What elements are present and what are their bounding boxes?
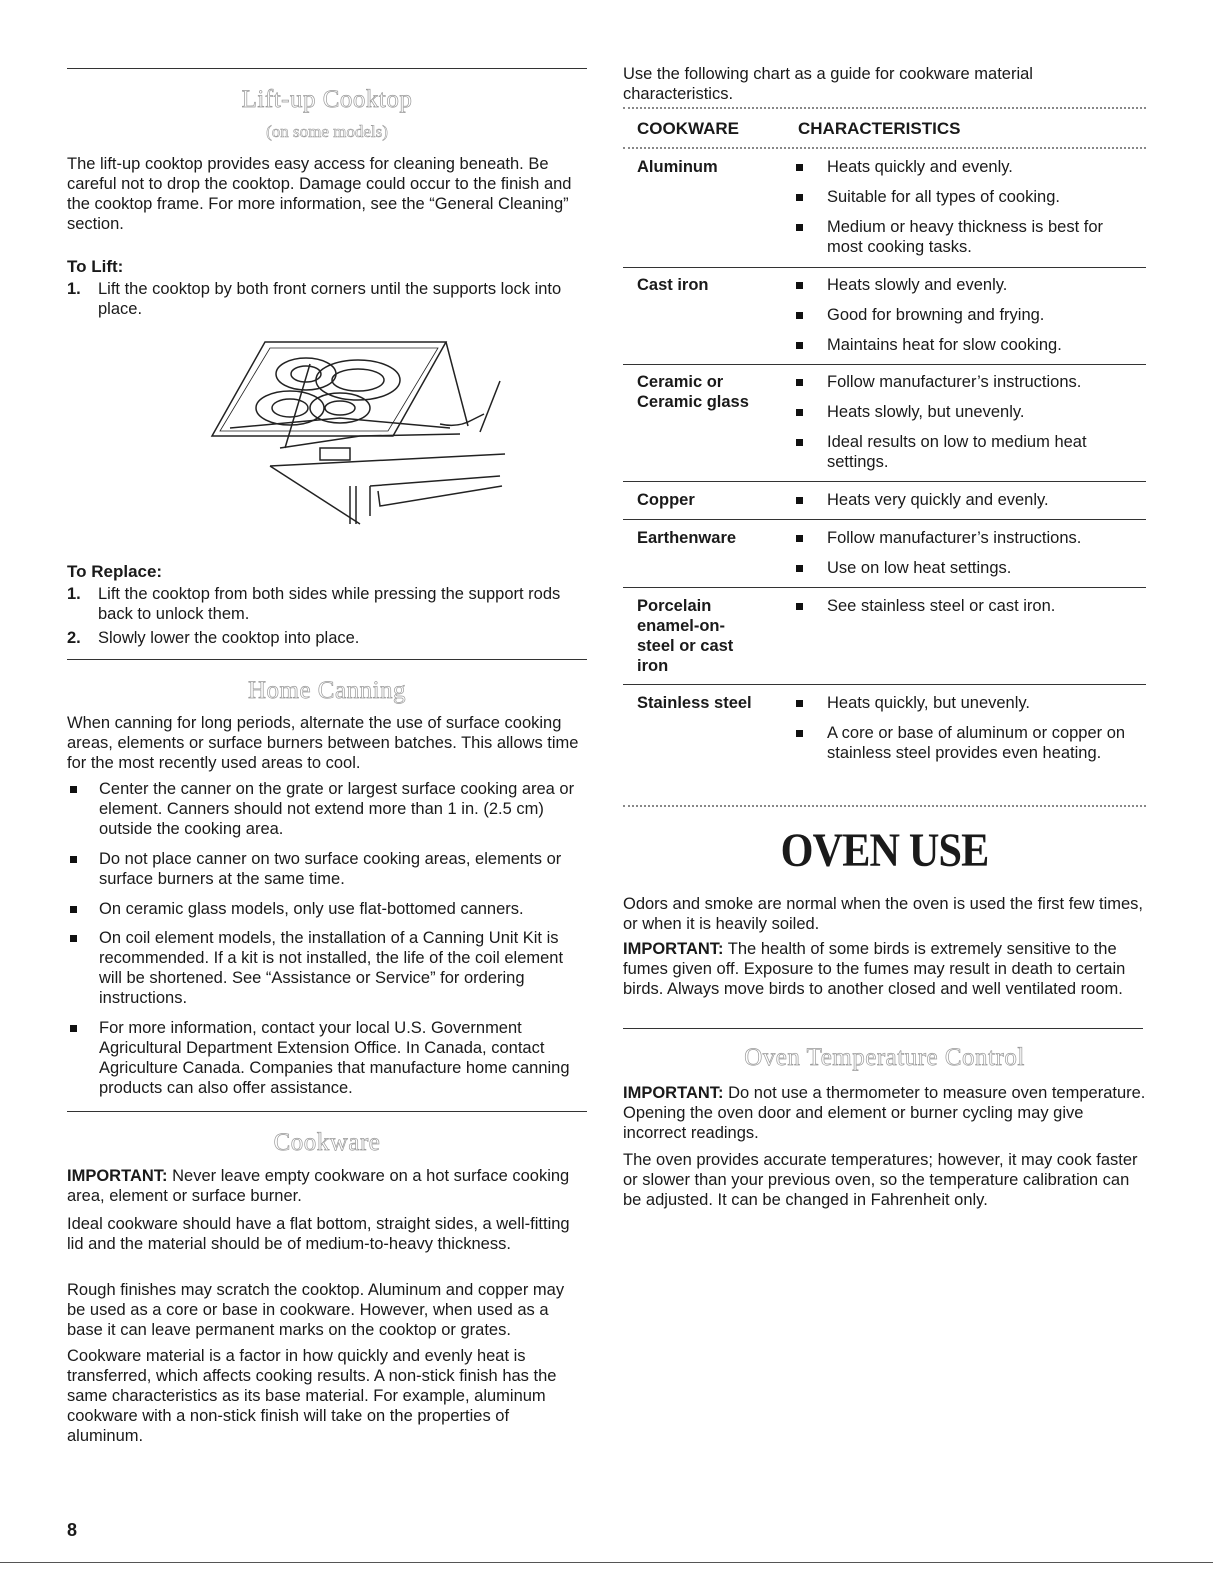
oven-use-title: OVEN USE xyxy=(780,824,989,877)
characteristic-text: See stainless steel or cast iron. xyxy=(827,597,1056,615)
characteristic-text: Maintains heat for slow cooking. xyxy=(827,336,1062,354)
material-name: Stainless steel xyxy=(637,694,752,712)
burner-front-right-inner xyxy=(325,401,355,415)
temp-control-title: Oven Temperature Control xyxy=(744,1044,1025,1071)
bullet-marker xyxy=(796,312,803,319)
range-side-left xyxy=(270,466,360,524)
bullet-marker xyxy=(796,700,803,707)
characteristic-text: Heats very quickly and evenly. xyxy=(827,491,1049,509)
row-divider xyxy=(623,267,1146,268)
bullet-text: Do not place canner on two surface cooking areas, elements or surface burners at the same time. xyxy=(99,850,562,888)
bullet-text: On ceramic glass models, only use flat-bottomed canners. xyxy=(99,900,524,918)
bullet-marker xyxy=(796,535,803,542)
table-row xyxy=(623,372,1146,482)
step-number: 1. xyxy=(67,585,81,603)
hand-outline xyxy=(440,414,484,425)
cookware-paragraph: Ideal cookware should have a flat bottom, straight sides, a well-fitting lid and the material should be of medium-to-heavy thickness. xyxy=(67,1215,570,1253)
row-divider xyxy=(623,587,1146,588)
bullet-text: For more information, contact your local U.S. Government Agricultural Department Extension Office. In Canada, contact Agriculture Canada. Companies that manufacture home canning products can also offer assistance. xyxy=(99,1019,570,1097)
inner-part xyxy=(320,448,350,460)
table-row xyxy=(623,275,1146,365)
column-header-cookware: COOKWARE xyxy=(637,119,739,138)
burner-back-left xyxy=(276,358,336,390)
bullet-text: On coil element models, the installation of a Canning Unit Kit is recommended. If a kit is not installed, the life of the coil element will be shortened. See “Assistance or Service” for ordering instructions. xyxy=(99,929,564,1007)
material-name: Earthenware xyxy=(637,529,737,547)
important-text: The health of some birds is extremely sensitive to the fumes given off. Exposure to the fumes may result in death to certain birds. Always move birds to another closed and well ventilated room. xyxy=(623,940,1126,998)
row-divider xyxy=(623,684,1146,685)
bullet-marker xyxy=(70,856,77,863)
bullet-marker xyxy=(796,194,803,201)
chart-intro: Use the following chart as a guide for cookware material characteristics. xyxy=(623,65,1033,103)
bullet-marker xyxy=(796,603,803,610)
characteristic-text: Good for browning and frying. xyxy=(827,306,1045,324)
table-row xyxy=(623,596,1146,682)
characteristic-text: Ideal results on low to medium heat settings. xyxy=(827,433,1087,471)
page-number: 8 xyxy=(67,1520,78,1540)
bullet-marker xyxy=(796,565,803,572)
characteristic-text: Follow manufacturer’s instructions. xyxy=(827,529,1082,547)
liftup-subtitle: (on some models) xyxy=(266,122,388,141)
cookware-paragraph: Rough finishes may scratch the cooktop. Aluminum and copper may be used as a core or base in cookware. However, when used as a base it can leave permanent marks on the cooktop or grates. xyxy=(67,1281,565,1339)
row-divider xyxy=(623,481,1146,482)
characteristic-text: Follow manufacturer’s instructions. xyxy=(827,373,1082,391)
replace-step xyxy=(67,584,587,628)
step-text: Lift the cooktop by both front corners until the supports lock into place. xyxy=(98,280,562,318)
bullet-marker xyxy=(796,409,803,416)
temp-important xyxy=(623,1083,1146,1143)
characteristic-text: Heats slowly, but unevenly. xyxy=(827,403,1025,421)
column-header-characteristics: CHARACTERISTICS xyxy=(798,119,961,138)
bullet-marker xyxy=(796,342,803,349)
bullet-marker xyxy=(70,935,77,942)
oven-intro: Odors and smoke are normal when the oven is used the first few times, or when it is heavily soiled. xyxy=(623,895,1143,933)
step-text: Slowly lower the cooktop into place. xyxy=(98,629,360,647)
characteristic-text: Suitable for all types of cooking. xyxy=(827,188,1060,206)
section-divider xyxy=(67,68,587,69)
important-text: Never leave empty cookware on a hot surface cooking area, element or surface burner. xyxy=(67,1167,570,1205)
important-label: IMPORTANT: xyxy=(623,940,724,958)
characteristic-text: Heats quickly, but unevenly. xyxy=(827,694,1030,712)
section-divider xyxy=(623,1028,1143,1029)
step-number: 1. xyxy=(67,280,81,298)
important-text: Do not use a thermometer to measure oven temperature. Opening the oven door and element or burner cycling may give incorrect readings. xyxy=(623,1084,1146,1142)
cookware-title: Cookware xyxy=(273,1129,381,1156)
oven-door-handle xyxy=(370,476,502,516)
temp-paragraph: The oven provides accurate temperatures; however, it may cook faster or slower than your previous oven, so the temperature calibration can be adjusted. It can be changed in Fahrenheit only. xyxy=(623,1151,1138,1209)
material-name: Aluminum xyxy=(637,158,718,176)
page-bottom-rule xyxy=(0,1562,1213,1563)
characteristic-text: Use on low heat settings. xyxy=(827,559,1012,577)
cooktop-illustration xyxy=(210,336,520,528)
canning-title: Home Canning xyxy=(247,677,407,704)
table-row xyxy=(623,693,1146,783)
liftup-title: Lift-up Cooktop xyxy=(241,86,413,113)
canning-intro: When canning for long periods, alternate the use of surface cooking areas, elements or surface burners between batches. This allows time for the most recently used areas to cool. xyxy=(67,714,579,772)
bullet-marker xyxy=(796,730,803,737)
bullet-text: Center the canner on the grate or largest surface cooking area or element. Canners should not extend more than 1 in. (2.5 cm) outside the cooking area. xyxy=(99,780,575,838)
section-divider xyxy=(67,659,587,660)
table-top-rule xyxy=(623,107,1146,109)
characteristic-text: Heats slowly and evenly. xyxy=(827,276,1008,294)
characteristic-text: Medium or heavy thickness is best for most cooking tasks. xyxy=(827,218,1104,256)
table-header-rule xyxy=(623,147,1146,149)
table-bottom-rule xyxy=(623,805,1146,807)
lift-step xyxy=(67,279,587,323)
bullet-marker xyxy=(796,439,803,446)
step-text: Lift the cooktop from both sides while pressing the support rods back to unlock them. xyxy=(98,585,561,623)
burner-back-right-inner xyxy=(332,369,384,391)
cooktop-front-edge xyxy=(270,454,505,466)
characteristic-text: A core or base of aluminum or copper on stainless steel provides even heating. xyxy=(827,724,1126,762)
bullet-marker xyxy=(796,224,803,231)
oven-important xyxy=(623,939,1146,999)
bullet-marker xyxy=(796,497,803,504)
table-row xyxy=(623,528,1146,586)
liftup-intro: The lift-up cooktop provides easy access for cleaning beneath. Be careful not to drop the cooktop. Damage could occur to the finish and the cooktop frame. For more information, see the “General Cleaning” section. xyxy=(67,155,572,233)
bullet-marker xyxy=(70,1025,77,1032)
support-rod-far xyxy=(480,381,500,432)
bullet-marker xyxy=(796,164,803,171)
support-rod-right xyxy=(446,342,468,426)
step-number: 2. xyxy=(67,629,81,647)
bullet-marker xyxy=(70,786,77,793)
bullet-marker xyxy=(796,282,803,289)
cookware-important xyxy=(67,1166,587,1206)
bullet-marker xyxy=(796,379,803,386)
row-divider xyxy=(623,519,1146,520)
characteristic-text: Heats quickly and evenly. xyxy=(827,158,1013,176)
bullet-marker xyxy=(70,906,77,913)
to-replace-heading: To Replace: xyxy=(67,562,163,581)
important-label: IMPORTANT: xyxy=(67,1167,168,1185)
row-divider xyxy=(623,364,1146,365)
table-row xyxy=(623,157,1146,267)
material-name: Porcelain enamel-on-steel or cast iron xyxy=(637,597,734,675)
table-row xyxy=(623,490,1146,518)
burner-front-left-inner xyxy=(272,399,308,417)
material-name: Cast iron xyxy=(637,276,709,294)
material-name: Copper xyxy=(637,491,695,509)
replace-step xyxy=(67,628,587,650)
cookware-paragraph: Cookware material is a factor in how quickly and evenly heat is transferred, which affects cooking results. A non-stick finish has the same characteristics as its base material. For example, aluminum cookware with a non-stick finish will take on the properties of aluminum. xyxy=(67,1347,557,1445)
material-name: Ceramic or Ceramic glass xyxy=(637,373,749,411)
important-label: IMPORTANT: xyxy=(623,1084,724,1102)
section-divider xyxy=(67,1111,587,1112)
to-lift-heading: To Lift: xyxy=(67,257,124,276)
